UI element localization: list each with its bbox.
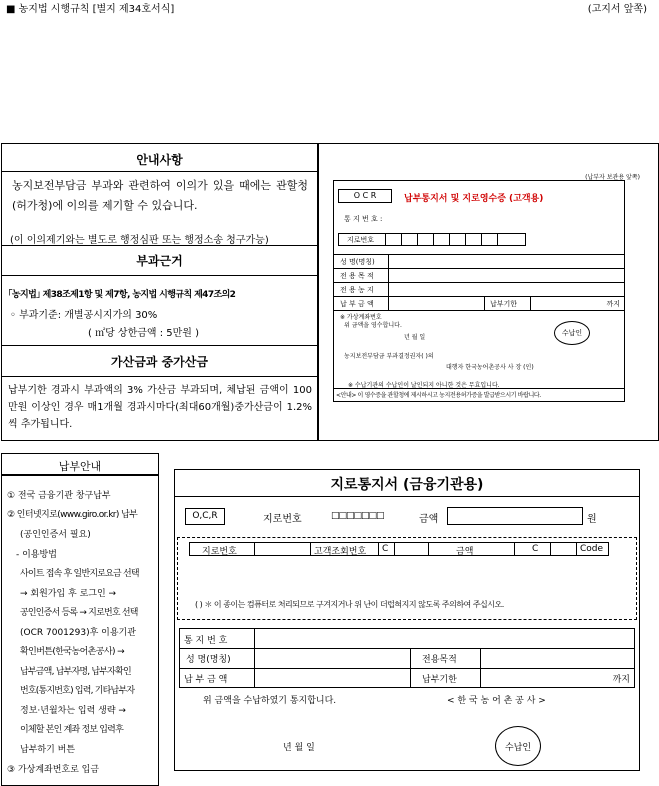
payguide-item-9: 확인버튼(한국농어촌공사) → [20,647,125,657]
notice-body: 농지보전부담금 부과와 관련하여 이의가 있을 때에는 관할청(허가청)에 이의를 제기할 수 있습니다. [12,179,308,212]
receipt-decision-authority: 농지보전부담금 부과결정권자( )의 [344,353,434,360]
receipt-notice-no: 통 지 번 호 : [344,215,383,223]
bank-code-row [189,542,609,556]
payguide-item-13: 이체할 본인 계좌 정보 입력후 [20,725,123,735]
receipt-ocr-box: O C R [338,189,392,203]
bank-row-c2: C [532,544,539,554]
basis-standard: ◦ 부과기준: 개별공시지가의 30% [10,310,158,321]
receipt-land-label: 전 용 농 지 [340,286,374,294]
receipt-date: 년 월 일 [404,334,426,341]
bank-row-c1: C [382,544,389,554]
bank-title: 지로통지서 (금융기관용) [330,477,484,493]
bank-info-table [179,628,635,688]
bank-stamp: 수납인 [495,726,541,766]
receipt-deadline-label: 납부기한 [490,300,518,308]
receipt-purpose-label: 전 용 목 적 [340,272,374,280]
penalty-title: 가산금과 중가산금 [111,355,208,369]
payguide-item-5: 사이트 접속 후 일반지로요금 선택 [20,569,139,579]
receipt-until-label: 까지 [606,300,620,308]
basis-title: 부과근거 [136,254,183,268]
bank-notice-no-label: 통 지 번 호 [184,636,228,646]
bank-name-label: 성 명(명칭) [186,655,231,665]
bank-ocr-box: O,C,R [185,508,225,525]
payguide-item-8: (OCR 7001293)후 이용기관 [20,628,136,638]
receipt-panel [318,143,659,441]
receipt-agent: 대행자 한국농어촌공사 사 장 (인) [446,364,534,371]
notice-title: 안내사항 [136,153,183,167]
payguide-item-3: (공인인증서 필요) [20,530,91,540]
bank-row-amount-label: 금액 [456,547,474,557]
payguide-title: 납부안내 [58,460,102,473]
basis-cap: ( ㎡당 상한금액 : 5만원 ) [88,328,200,339]
page-side-label: (고지서 앞쪽) [587,4,647,15]
payguide-item-10: 납부금액, 납부자명, 납부자확인 [20,667,131,677]
bank-date: 년 월 일 [283,743,315,753]
notice-appeal: (이 이의제기와는 별도로 행정심판 또는 행정소송 청구가능) [10,235,269,246]
bank-row-code: Code [580,544,604,554]
bank-amount-field [447,507,583,525]
receipt-form [333,180,625,402]
bank-amount-label: 금액 [419,514,439,525]
basis-law: ｢농지법｣ 제38조제1항 및 제7항, 농지법 시행규칙 제47조의2 [8,290,236,300]
bank-row-customer-label: 고객조회번호 [314,547,367,557]
bank-giro-value: □□□□□□□ [331,511,384,521]
bank-panel [174,469,640,771]
payguide-item-15: ③ 가상계좌번호로 입금 [7,765,100,775]
bank-machine-note: ( ) ＊ 이 종이는 컴퓨터로 처리되므로 구겨지거나 위 난이 더럽혀지지 않도록 주의하여 주십시오. [195,600,504,609]
receipt-received: 위 금액을 영수합니다. [344,322,402,329]
payguide-item-12: 정보·년월차는 입력 생략 → [20,706,126,716]
bank-purpose-label: 전용목적 [422,655,457,665]
payguide-item-1: ① 전국 금융기관 창구납부 [7,491,111,501]
payguide-item-2: ② 인터넷지로(www.giro.or.kr) 납부 [7,510,138,520]
payguide-title-box [1,453,159,475]
bank-row-giro-label: 지로번호 [202,547,237,557]
payguide-item-11: 번호(통지번호) 입력, 기타납부자 [20,686,135,696]
receipt-virtual-account: ※ 가상계좌번호 [340,314,382,321]
bank-amount2-label: 납 부 금 액 [184,675,228,685]
bank-agency: < 한 국 농 어 촌 공 사 > [447,696,546,706]
payguide-panel [1,475,159,786]
bank-received: 위 금액을 수납하였기 통지합니다. [203,696,337,706]
receipt-amount-label: 납 부 금 액 [340,300,374,308]
receipt-keep-note: (납부자 보관용 앞쪽) [585,174,640,181]
bank-giro-label: 지로번호 [263,514,302,525]
receipt-stamp: 수납인 [554,321,590,345]
receipt-caution: ※ 수납기관의 수납인이 날인되지 아니한 것은 무효입니다. [348,382,500,389]
payguide-item-4: - 이용방법 [16,550,57,560]
bank-until-label: 까지 [612,675,630,685]
payguide-item-14: 납부하기 버튼 [20,745,76,755]
payguide-item-7: 공인인증서 등록 → 지로번호 선택 [20,608,138,618]
bank-won-label: 원 [587,514,597,525]
receipt-giro-row: 지로번호 [338,233,526,246]
receipt-name-label: 성 명(명칭) [340,258,375,266]
receipt-guide: <안내> 이 영수증을 관할청에 제시하시고 농지전용허가증을 발급받으시기 바랍니다. [336,392,541,399]
notice-panel [1,143,318,441]
penalty-body: 납부기한 경과시 부과액의 3% 가산금 부과되며, 체납된 금액이 100만원 이상인 경우 매1개월 경과시마다(최대60개월)중가산금이 1.2%씩 추가됩니다. [8,385,312,430]
bank-deadline-label: 납부기한 [422,675,457,685]
payguide-item-6: → 회원가입 후 로그인 → [20,589,117,599]
receipt-title: 납부통지서 및 지로영수증 (고객용) [404,194,544,204]
form-reference: ■ 농지법 시행규칙 [별지 제34호서식] [6,4,175,15]
